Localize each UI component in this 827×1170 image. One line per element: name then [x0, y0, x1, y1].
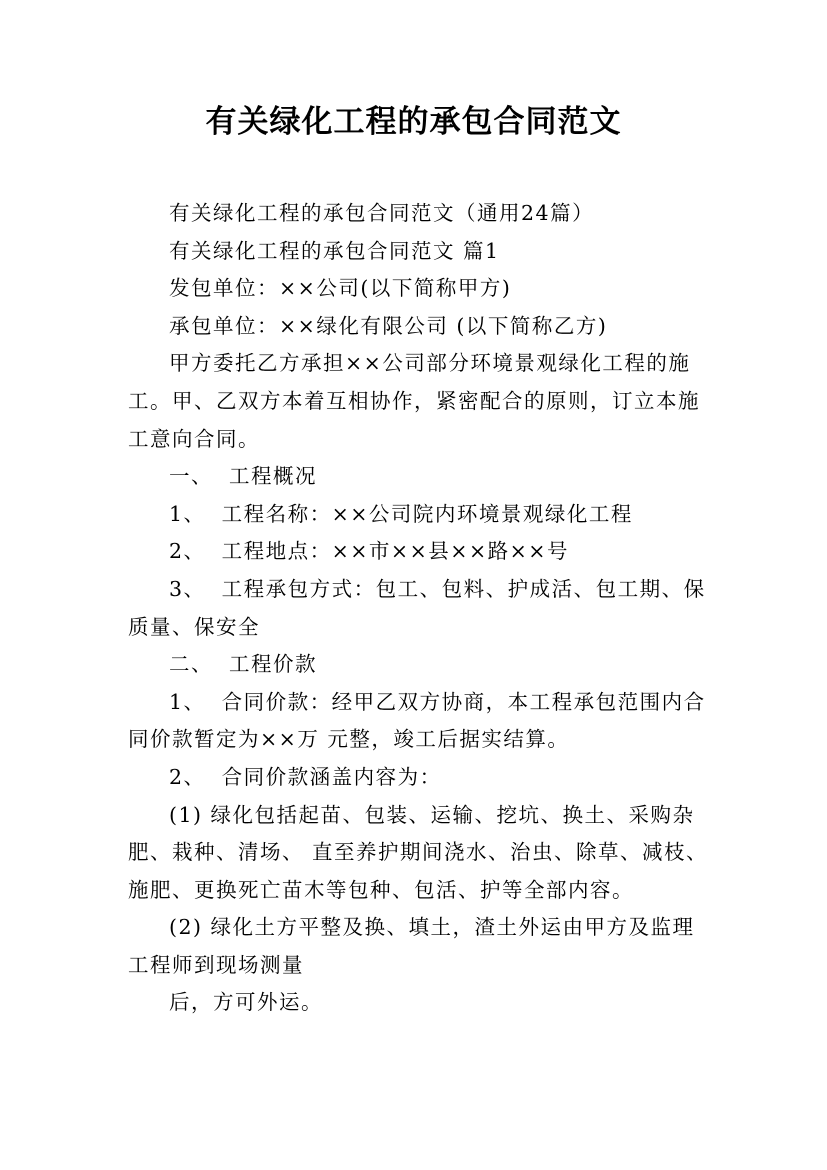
section-heading-price: 二、 工程价款	[169, 652, 318, 677]
paragraph-party-a: 发包单位：××公司(以下简称甲方)	[169, 276, 512, 301]
document-body	[128, 195, 708, 1022]
paragraph-intro: 甲方委托乙方承担××公司部分环境景观绿化工程的施工。甲、乙双方本着互相协作，紧密配合的原则，订立本施工意向合同。	[128, 351, 700, 451]
document-title: 有关绿化工程的承包合同范文	[205, 104, 622, 140]
paragraph-earthwork: (2) 绿化土方平整及换、填土，渣土外运由甲方及监理工程师到现场测量	[128, 915, 695, 977]
paragraph-project-location: 2、 工程地点：××市××县××路××号	[169, 539, 569, 564]
paragraph-greening-scope: (1) 绿化包括起苗、包装、运输、挖坑、换土、采购杂肥、栽种、清场、 直至养护期间浇水、治虫、除草、减枝、施肥、更换死亡苗木等包种、包活、护等全部内容。	[128, 802, 709, 902]
section-heading-overview: 一、 工程概况	[169, 464, 318, 489]
paragraph-project-name: 1、 工程名称：××公司院内环境景观绿化工程	[169, 501, 633, 526]
paragraph-party-b: 承包单位：××绿化有限公司 (以下简称乙方)	[169, 313, 608, 338]
paragraph-contract-method: 3、 工程承包方式：包工、包料、护成活、包工期、保质量、保安全	[128, 576, 706, 639]
paragraph-contract-price: 1、 合同价款：经甲乙双方协商，本工程承包范围内合同价款暂定为××万 元整，竣工后据实结算。	[128, 689, 706, 752]
paragraph-subtitle: 有关绿化工程的承包合同范文（通用24篇）	[169, 201, 595, 225]
paragraph-earthwork-continued: 后，方可外运。	[169, 990, 323, 1015]
paragraph-price-scope: 2、 合同价款涵盖内容为：	[169, 764, 442, 789]
paragraph-article-heading: 有关绿化工程的承包合同范文 篇1	[169, 238, 500, 263]
